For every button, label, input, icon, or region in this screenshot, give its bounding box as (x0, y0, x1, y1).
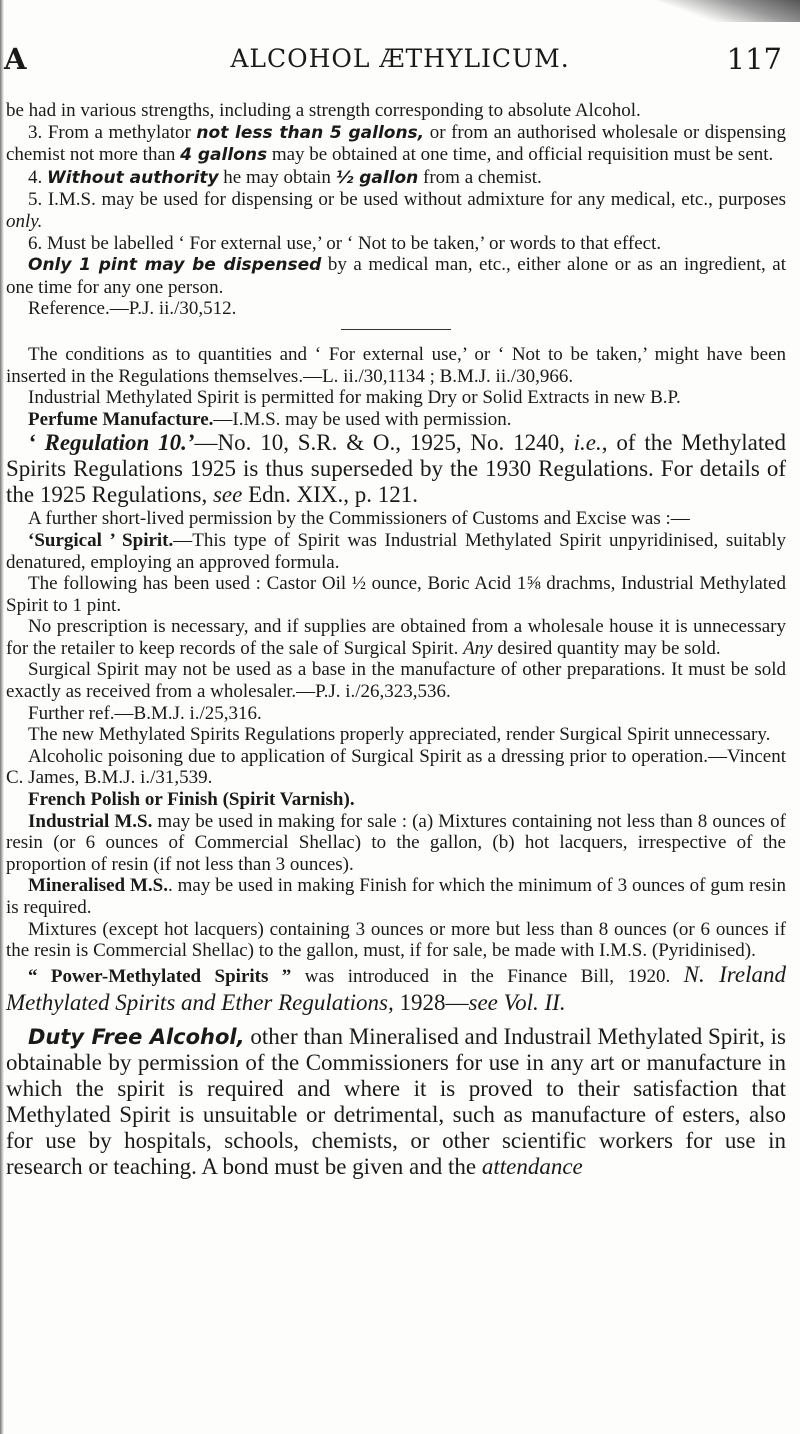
running-title: ALCOHOL ÆTHYLICUM. (230, 44, 570, 73)
paragraph-formula: The following has been used : Castor Oil ½ ounce, Boric Acid 1⅝ drachms, Industrial Methylated Spirit to 1 pint. (6, 573, 786, 616)
emphasis-one-pint: Only 1 pint may be dispensed (28, 255, 322, 276)
paragraph-mixtures: Mixtures (except hot lacquers) containing 3 ounces or more but less than 8 ounces (or 6 ounces if the resin is Commercial Shellac) to the gallon, must, if for sale, be made with I.M.S. (Pyridinised). (6, 918, 786, 962)
paragraph-poisoning: Alcoholic poisoning due to application of Surgical Spirit as a dressing prior to operation.—Vincent C. James, B.M.J. i./31,539. (6, 745, 786, 789)
paragraph-duty-free: Duty Free Alcohol, other than Mineralised and Industrail Methylated Spirit, is obtainable by permission of the Commissioners for use in any art or manufacture in which the spirit is required and where it is proved to their satisfaction that Methylated Spirit is unsuitable or detrimental, such as manufacture of esters, also for use by hospitals, schools, chemists, or other scientific workers for use in research or teaching. A bond must be given and the attendance (6, 1023, 786, 1179)
page-binding-edge (0, 0, 4, 1434)
paragraph-new-regulations: The new Methylated Spirits Regulations properly appreciated, render Surgical Spirit unnecessary. (28, 724, 771, 746)
regulation-10-heading: ‘ Regulation 10.’ (28, 430, 195, 456)
paragraph-industrial-ms: Industrial M.S. may be used in making for sale : (a) Mixtures containing not less than 8 ounces of resin (or 6 ounces of Commercial Shellac) to the gallon, (b) hot lacquers, irrespective of the proportion of resin (if not less than 3 ounces). (6, 810, 786, 875)
paragraph-one-pint: Only 1 pint may be dispensed by a medical man, etc., either alone or as an ingredient, at one time for any one person. (6, 254, 786, 298)
paragraph-extracts: Industrial Methylated Spirit is permitted for making Dry or Solid Extracts in new B.P. (28, 387, 681, 409)
paragraph-reference: Reference.—P.J. ii./30,512. (28, 298, 237, 320)
page-body (6, 100, 786, 1180)
paragraph-strengths: be had in various strengths, including a strength corresponding to absolute Alcohol. (6, 100, 641, 121)
paragraph-power-methylated: “ Power-Methylated Spirits ” was introduced in the Finance Bill, 1920. N. Ireland Methylated Spirits and Ether Regulations, 1928—see Vol. II. (6, 961, 786, 1015)
paragraph-mineralised-ms: Mineralised M.S.. may be used in making Finish for which the minimum of 3 ounces of gum resin is required. (6, 875, 786, 918)
paragraph-item-5: 5. I.M.S. may be used for dispensing or be used without admixture for any medical, etc., purposes only. (6, 189, 786, 232)
emphasis-four-gallons: 4 gallons (180, 145, 268, 166)
paragraph-not-base: Surgical Spirit may not be used as a base in the manufacture of other preparations. It must be sold exactly as received from a wholesaler.—P.J. i./26,323,536. (6, 659, 786, 703)
paragraph-regulation-10: ‘ Regulation 10.’—No. 10, S.R. & O., 1925, No. 1240, i.e., of the Methylated Spirits Regulations 1925 is thus superseded by the 1930 Regulations. For details of the 1925 Regulations, see Edn. XIX., p. 121. (6, 430, 786, 508)
french-polish-heading: French Polish or Finish (Spirit Varnish). (28, 789, 355, 811)
paragraph-prescription: No prescription is necessary, and if supplies are obtained from a wholesale house it is unnecessary for the retailer to keep records of the sale of Surgical Spirit. Any desired quantity may be sold. (6, 616, 786, 659)
emphasis-not-less: not less than 5 gallons, (196, 122, 425, 143)
emphasis-without-authority: Without authority (47, 167, 219, 188)
paragraph-item-4: 4. Without authority he may obtain ½ gallon from a chemist. (28, 166, 542, 188)
emphasis-half-gallon: ½ gallon (335, 167, 419, 188)
page-corner-shadow (650, 0, 800, 22)
running-header (0, 42, 800, 82)
duty-free-heading: Duty Free Alcohol, (28, 1024, 245, 1049)
paragraph-item-3: 3. From a methylator not less than 5 gallons, or from an authorised wholesale or dispensing chemist not more than 4 gallons may be obtained at one time, and official requisition must be sent. (6, 121, 786, 166)
paragraph-perfume: Perfume Manufacture.—I.M.S. may be used with permission. (28, 408, 512, 430)
section-letter: A (4, 42, 27, 76)
paragraph-short-lived: A further short-lived permission by the Commissioners of Customs and Excise was :— (28, 508, 690, 530)
paragraph-item-6: 6. Must be labelled ‘ For external use,’ or ‘ Not to be taken,’ or words to that effect. (28, 232, 662, 254)
paragraph-further-ref: Further ref.—B.M.J. i./25,316. (28, 702, 262, 724)
page-number: 117 (726, 42, 782, 76)
surgical-spirit-heading: ‘Surgical ’ Spirit. (28, 529, 174, 551)
section-divider (341, 329, 451, 330)
paragraph-surgical-spirit: ‘Surgical ’ Spirit.—This type of Spirit was Industrial Methylated Spirit unpyridinised, suitably denatured, employing an approved formula. (6, 529, 786, 573)
paragraph-conditions: The conditions as to quantities and ‘ For external use,’ or ‘ Not to be taken,’ might have been inserted in the Regulations themselves.—L. ii./30,1134 ; B.M.J. ii./30,966. (6, 343, 786, 387)
